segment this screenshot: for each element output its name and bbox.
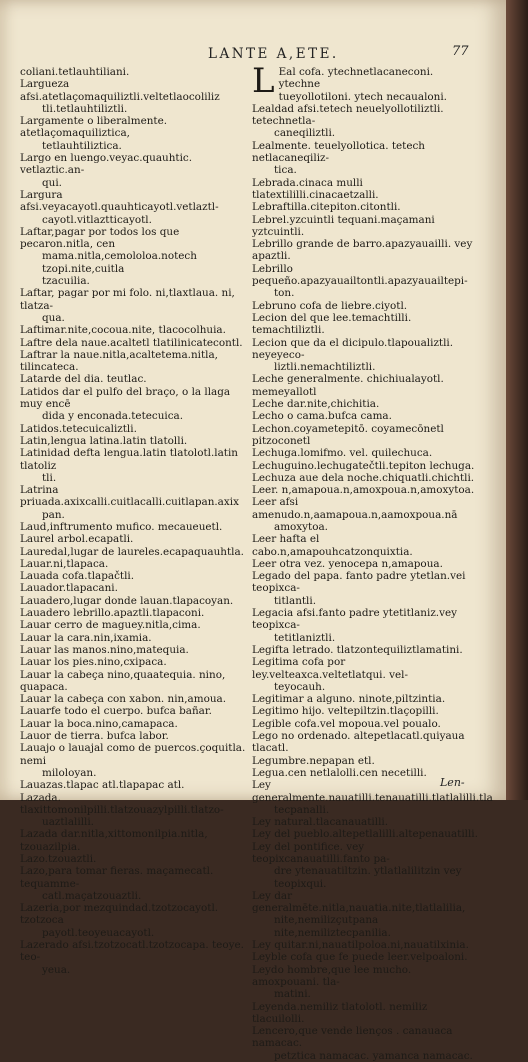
catchword: Len- <box>440 776 465 789</box>
entry-continuation: payotl.teoyeuacayotl. <box>42 926 155 939</box>
entry-line: Lazo.tzouaztli. <box>20 853 97 865</box>
dictionary-entry <box>252 177 478 202</box>
entry-line: Latin,lengua latina.latin tlatolli. <box>20 434 188 447</box>
entry-line: Lecion que da el dicipulo.tlapoualiztli. neyeyeco- <box>252 336 454 361</box>
entry-line: Lebruno cofa de liebre.ciyotl. <box>252 299 408 312</box>
dictionary-entry <box>20 632 250 644</box>
entry-continuation: tli.tetlauhtiliztli. <box>42 102 128 115</box>
entry-line: Laftimar.nite,cocoua.nite, tlacocolhuia. <box>20 324 226 337</box>
entry-line: Largura afsi.veyacayotl.quauhticayotl.vetlaztl- <box>20 188 219 214</box>
dictionary-entry <box>252 263 478 300</box>
entry-line: Lecion del que lee.temachtilli. temachtiliztli. <box>252 311 412 337</box>
entry-line: Lauor de tierra. bufca labor. <box>20 730 169 743</box>
entry-line: Laud,inftrumento mufico. mecaueuetl. <box>20 520 223 533</box>
entry-line: Largueza afsi.atetlaçomaquiliztli.veltetlaocoliliz <box>20 78 220 103</box>
running-title: LANTE A,ETE. <box>208 46 339 62</box>
entry-continuation: uaztlalilli. <box>42 816 94 829</box>
dictionary-entry <box>252 214 478 239</box>
drop-cap-initial: L <box>252 61 275 101</box>
entry-line: Laurel arbol.ecapatli. <box>20 533 134 546</box>
entry-continuation: pan. <box>42 508 65 521</box>
entry-line: Leydo hombre,que lee mucho. amoxpouani. tla- <box>252 963 412 988</box>
dictionary-entry <box>20 828 250 853</box>
dictionary-entry <box>252 730 478 755</box>
dictionary-entry <box>252 410 478 422</box>
dictionary-entry <box>252 841 478 890</box>
entry-line: Lebrada.cinaca mulli tlatextililli.cinacaetzalli. <box>252 176 379 201</box>
entry-line: Legifta letrado. tlatzontequiliztlamatini. <box>252 643 463 656</box>
dictionary-entry <box>20 853 250 865</box>
entry-continuation: cayotl.vitlaztticayotl. <box>42 213 152 226</box>
entry-line: Lauar.ni,tlapaca. <box>20 557 109 570</box>
entry-line: Ley generalmente.nauatilli.tenauatilli.tlatlalilli.tla <box>252 779 493 804</box>
dictionary-entry <box>252 238 478 263</box>
dictionary-entry <box>20 521 250 533</box>
entry-line: Lealmente. teuelyollotica. tetech netlacaneqiliz- <box>252 139 425 165</box>
dictionary-entry <box>20 607 250 619</box>
entry-line: Lauar la boca.nino,camapaca. <box>20 717 178 730</box>
dictionary-entry <box>252 755 478 767</box>
dictionary-entry <box>20 373 250 385</box>
dictionary-entry <box>252 61 478 103</box>
dictionary-entry <box>20 447 250 484</box>
dictionary-entry <box>20 792 250 829</box>
entry-line: Lazo,para tomar fieras. maçamecatl. tequamme- <box>20 865 214 890</box>
entry-line: Legua.cen netlalolli.cen necetilli. <box>252 766 427 779</box>
entry-line: Lazerado afsi.tzotzocatl.tzotzocapa. teoye. teo- <box>20 939 244 964</box>
dictionary-entry <box>252 1025 478 1062</box>
dictionary-entry <box>252 890 478 939</box>
dictionary-entry <box>20 386 250 423</box>
dictionary-entry <box>20 423 250 435</box>
left-column <box>20 64 250 976</box>
entry-line: Eal cofa. ytechnetlacaneconi. ytechne <box>278 66 434 91</box>
entry-line: Ley dar generalmēte.nitla,nauatia.nite,tlatlalilia, <box>252 889 466 915</box>
entry-line: Legitimo hijo. veltepiltzin.tlaçopilli. <box>252 705 439 718</box>
entry-continuation: dre ytenauatiltzin. ytlatlalilitzin vey teopixqui. <box>274 865 462 890</box>
entry-continuation: nite,nemilizçutpana nite,nemiliztecpanilia. <box>274 914 391 939</box>
dictionary-entry <box>20 570 250 582</box>
entry-line: Lebrel.yzcuintli tequani.maçamani yztcuintli. <box>252 213 435 238</box>
entry-line: Lauar la cabeça con xabon. nin,amoua. <box>20 693 227 706</box>
dictionary-entry <box>20 349 250 374</box>
entry-line: Laftre dela naue.acaltetl tlatilinicatecontl. <box>20 336 243 349</box>
entry-continuation: matini. <box>274 988 311 1001</box>
entry-continuation: tetitlaniztli. <box>274 631 336 644</box>
entry-continuation: dida y enconada.tetecuica. <box>42 410 184 423</box>
entry-line: Legumbre.nepapan etl. <box>252 754 375 767</box>
dictionary-entry <box>252 828 478 840</box>
entry-line: Lauar cerro de maguey.nitla,cima. <box>20 619 201 632</box>
dictionary-entry <box>252 939 478 951</box>
dictionary-entry <box>252 140 478 177</box>
entry-line: Lauar los pies.nino,cxipaca. <box>20 656 167 669</box>
entry-continuation: qua. <box>42 311 65 324</box>
entry-line: Lechuza aue dela noche.chiquatli.chichtli. <box>252 471 475 484</box>
entry-continuation: catl.maçatzouaztli. <box>42 889 142 902</box>
entry-continuation: tica. <box>274 164 297 177</box>
entry-line: Leche dar.nite,chichitia. <box>252 398 380 411</box>
entry-line: Ley del pontifice. vey teopixcanauatilli.fanto pa- <box>252 840 390 865</box>
entry-line: Lauazas.tlapac atl.tlapapac atl. <box>20 779 185 792</box>
dictionary-entry <box>252 705 478 717</box>
entry-line: Laftrar la naue.nitla,acaltetema.nitla, tilincateca. <box>20 348 218 374</box>
entry-line: Lealdad afsi.tetech neuelyollotiliztli. tetechnetla- <box>252 102 444 128</box>
dictionary-entry <box>252 693 478 705</box>
dictionary-entry <box>20 78 250 115</box>
dictionary-entry <box>20 718 250 730</box>
dictionary-entry <box>20 189 250 226</box>
dictionary-entry <box>20 730 250 742</box>
dictionary-entry <box>20 324 250 336</box>
dictionary-entry <box>20 558 250 570</box>
dictionary-entry <box>252 816 478 828</box>
entry-continuation: caneqiliztli. <box>274 127 336 140</box>
entry-continuation: liztli.nemachtiliztli. <box>274 361 376 374</box>
book-binding-edge <box>506 0 528 800</box>
dictionary-entry <box>20 66 250 78</box>
entry-line: Lebrillo grande de barro.apazyauailli. vey apaztli. <box>252 238 473 263</box>
entry-line: Laftar, pagar por mi folo. ni,tlaxtlaua. ni, tlatza- <box>20 287 235 312</box>
entry-line: Latrina priuada.axixcalli.cuitlacalli.cuitlapan.axix <box>20 484 239 509</box>
dictionary-entry <box>20 152 250 189</box>
entry-line: Legible cofa.vel mopoua.vel poualo. <box>252 717 441 730</box>
entry-line: Lauada cofa.tlapačtli. <box>20 570 135 583</box>
entry-line: Lego no ordenado. altepetlacatl.quiyaua tlacatl. <box>252 730 465 755</box>
dictionary-entry <box>252 423 478 448</box>
entry-line: Lazeria,por mezquindad.tzotzocayotl. tzotzoca <box>20 902 219 927</box>
dictionary-entry <box>20 287 250 324</box>
dictionary-entry <box>20 546 250 558</box>
entry-continuation: mama.nitla,cemololoa.notech tzopi.nite,cuitla <box>42 250 197 275</box>
entry-line: Ley natural.tlacanauatilli. <box>252 816 389 829</box>
entry-line: Lauar la cabeça nino,quaatequia. nino, quapaca. <box>20 668 226 693</box>
dictionary-entry <box>20 865 250 902</box>
page-number: 77 <box>452 44 469 59</box>
dictionary-entry <box>252 300 478 312</box>
dictionary-entry <box>20 902 250 939</box>
entry-line: Lechuga.lomifmo. vel. quilechuca. <box>252 447 433 460</box>
dictionary-entry <box>252 312 478 337</box>
dictionary-entry <box>20 742 250 779</box>
entry-line: Legacia afsi.fanto padre ytetitlaniz.vey teopixca- <box>252 607 457 632</box>
entry-continuation: amoxytoa. <box>274 520 328 533</box>
entry-line: Lechuguino.lechugatečtli.tepiton lechuga. <box>252 459 475 472</box>
entry-continuation: petztica namacac. yamanca namacac. <box>274 1049 473 1062</box>
dictionary-entry <box>252 656 478 693</box>
dictionary-entry <box>252 496 478 533</box>
dictionary-entry <box>20 656 250 668</box>
dictionary-entry <box>252 570 478 607</box>
dictionary-entry <box>20 337 250 349</box>
entry-line: Lauadero lebrillo.apaztli.tlapaconi. <box>20 607 205 620</box>
entry-line: Largo en luengo.veyac.quauhtic. vetlaztic.an- <box>20 152 193 177</box>
entry-line: Lencero,que vende lienços . canauaca namacac. <box>252 1025 453 1050</box>
entry-line: Largamente o liberalmente. atetlaçomaquiliztica, <box>20 115 168 140</box>
dictionary-entry <box>252 484 478 496</box>
dictionary-entry <box>252 607 478 644</box>
entry-line: Laftar,pagar por todos los que pecaron.nitla, cen <box>20 225 180 251</box>
entry-line: Lauajo o lauajal como de puercos.çoquitla. nemi <box>20 742 246 767</box>
dictionary-entry <box>20 669 250 694</box>
dictionary-entry <box>252 533 478 558</box>
dictionary-entry <box>252 951 478 963</box>
entry-line: Lechon.coyametepitō. coyamecōnetl pitzoconetl <box>252 422 444 447</box>
dictionary-entry <box>252 964 478 1001</box>
entry-continuation: tli. <box>42 471 57 484</box>
dictionary-entry <box>20 705 250 717</box>
dictionary-entry <box>252 373 478 398</box>
dictionary-entry <box>252 447 478 459</box>
entry-line: Leer. n,amapoua.n,amoxpoua.n,amoxytoa. <box>252 484 475 497</box>
dictionary-entry <box>252 1001 478 1026</box>
entry-line: Ley del pueblo.altepetlalilli.altepenauatilli. <box>252 828 478 841</box>
entry-continuation: tetlauhtiliztica. <box>42 139 122 152</box>
entry-line: Lauador.tlapacani. <box>20 582 118 595</box>
dictionary-entry <box>252 718 478 730</box>
entry-line: Lauar la cara.nin,ixamia. <box>20 631 152 644</box>
dictionary-entry <box>20 619 250 631</box>
entry-continuation: titlantli. <box>274 594 317 607</box>
entry-continuation: miloloyan. <box>42 766 97 779</box>
entry-line: Legado del papa. fanto padre ytetlan.vei teopixca- <box>252 570 466 595</box>
dictionary-entry <box>252 103 478 140</box>
dictionary-entry <box>20 939 250 976</box>
entry-line: Lauar las manos.nino,matequia. <box>20 643 189 656</box>
entry-continuation: ton. <box>274 287 295 300</box>
dictionary-entry <box>20 484 250 521</box>
entry-line: Latarde del dia. teutlac. <box>20 373 147 386</box>
entry-continuation: teyocauh. <box>274 680 326 693</box>
entry-line: Ley quitar.ni,nauatilpoloa.ni,nauatilxinia. <box>252 939 469 952</box>
dictionary-entry <box>252 201 478 213</box>
entry-continuation: qui. <box>42 176 62 189</box>
entry-line: Lauarfe todo el cuerpo. bufca bañar. <box>20 705 212 718</box>
entry-line: Leyenda.nemiliz tlatolotl. nemiliz tlacuilolli. <box>252 1000 428 1025</box>
entry-line: Leer hafta el cabo.n,amapouhcatzonquixtia. <box>252 533 413 558</box>
dictionary-entry <box>252 460 478 472</box>
entry-line: Leyble cofa que fe puede leer.velpoaloni. <box>252 951 468 964</box>
entry-line: Leer otra vez. yenocepa n,amapoua. <box>252 557 443 570</box>
entry-continuation: yeua. <box>42 963 71 976</box>
dictionary-entry <box>252 337 478 374</box>
dictionary-entry <box>20 226 250 287</box>
dictionary-entry <box>20 533 250 545</box>
entry-line: Latinidad defta lengua.latin tlatolotl.latin tlatoliz <box>20 447 238 472</box>
dictionary-entry <box>252 398 478 410</box>
entry-line: Lebrillo pequeño.apazyauailtontli.apazyauailtepi- <box>252 262 468 288</box>
entry-line: Legitima cofa por ley.velteaxca.veltetlatqui. vel- <box>252 656 408 681</box>
entry-line: Leer afsi amenudo.n,aamapoua.n,aamoxpoua.nā <box>252 496 458 521</box>
entry-line: Lecho o cama.bufca cama. <box>252 410 392 423</box>
dictionary-entry <box>20 595 250 607</box>
entry-line: coliani.tetlauhtiliani. <box>20 66 130 78</box>
dictionary-entry <box>20 644 250 656</box>
dictionary-entry <box>20 115 250 152</box>
dictionary-entry <box>20 435 250 447</box>
entry-line: Legitimar a alguno. ninote,piltzintia. <box>252 693 446 706</box>
dictionary-entry <box>20 693 250 705</box>
dictionary-entry <box>252 644 478 656</box>
entry-line: Latidos dar el pulfo del braço, o la llaga muy encē <box>20 385 231 411</box>
entry-line: Lazada dar.nitla,xittomonilpia.nitla, tzouazilpia. <box>20 828 208 853</box>
entry-continuation: tzacuilia. <box>42 275 90 288</box>
dictionary-entry <box>252 558 478 570</box>
entry-line: Lazada. tlaxittomonilpilli.tlatzouazylpilli.tlatzo- <box>20 791 224 816</box>
dictionary-entry <box>252 472 478 484</box>
entry-line: Lauredal,lugar de laureles.ecapaquauhtla. <box>20 545 244 558</box>
right-column <box>252 61 493 1062</box>
entry-line: Latidos.tetecuicaliztli. <box>20 422 137 435</box>
entry-line: Lauadero,lugar donde lauan.tlapacoyan. <box>20 594 234 607</box>
dictionary-entry <box>20 582 250 594</box>
entry-continuation: tecpanalli. <box>274 803 330 816</box>
dictionary-entry <box>20 779 250 791</box>
entry-line: Leche generalmente. chichiualayotl. memeyallotl <box>252 373 444 398</box>
entry-continuation: tueyollotiloni. ytech necaualoni. <box>278 90 447 103</box>
entry-line: Lebraftilla.citepiton.citontli. <box>252 201 401 214</box>
